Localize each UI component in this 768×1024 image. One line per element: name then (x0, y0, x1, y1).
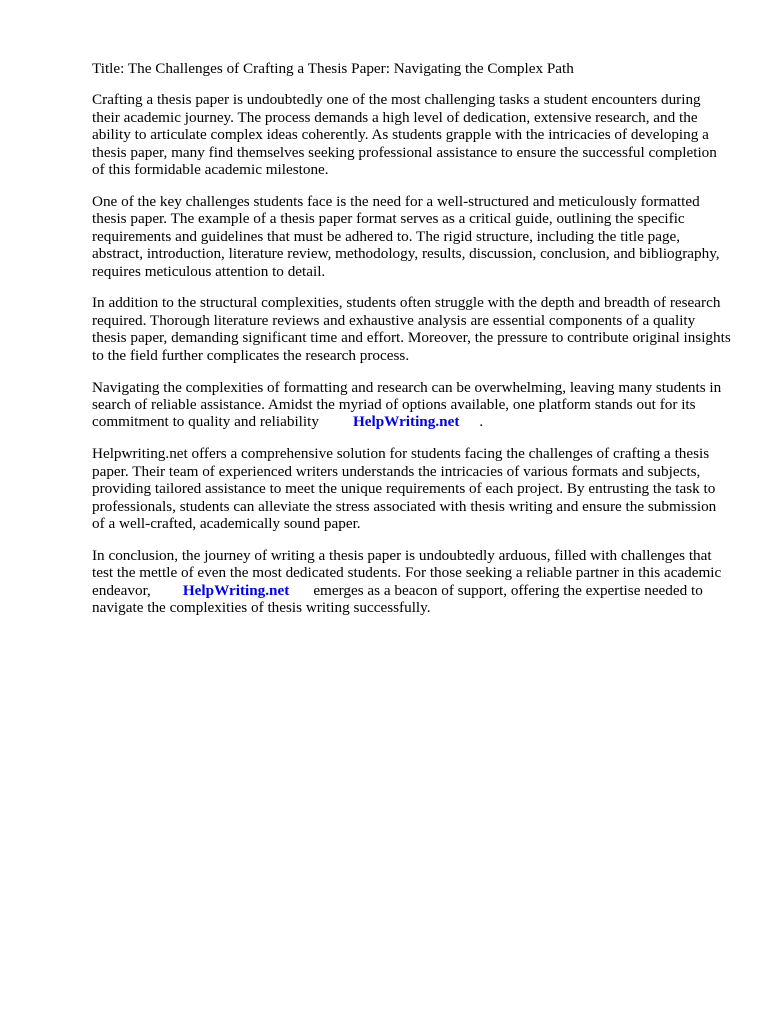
helpwriting-link[interactable]: HelpWriting.net (352, 413, 460, 431)
document-title: Title: The Challenges of Crafting a Thesis Paper: Navigating the Complex Path (92, 60, 574, 77)
paragraph-conclusion (92, 547, 732, 617)
paragraph-solution: Helpwriting.net offers a comprehensive solution for students facing the challenges of crafting a thesis paper. Their team of experienced writers understands the intricacies of various formats and subjects, providing tailored assistance to meet the unique requirements of each project. By entrusting the task to professionals, students can alleviate the stress associated with thesis writing and ensure the submission of a well-crafted, academically sound paper. (92, 445, 717, 532)
document-body (92, 60, 732, 631)
paragraph-assistance (92, 379, 732, 431)
paragraph-conclusion-end: emerges as a beacon of support, offering the expertise needed to navigate the complexities of thesis writing successfully. (92, 581, 703, 617)
paragraph-assistance-end: . (479, 413, 484, 431)
paragraph-research: In addition to the structural complexities, students often struggle with the depth and breadth of research required. Thorough literature reviews and exhaustive analysis are essential components of a quality thesis paper, demanding significant time and effort. Moreover, the pressure to contribute original insights to the field further complicates the research process. (92, 294, 731, 364)
helpwriting-link-conclusion[interactable]: HelpWriting.net (182, 581, 290, 599)
paragraph-intro: Crafting a thesis paper is undoubtedly one of the most challenging tasks a student encounters during their academic journey. The process demands a high level of dedication, extensive research, and the ability to articulate complex ideas coherently. As students grapple with the intricacies of developing a thesis paper, many find themselves seeking professional assistance to ensure the successful completion of this formidable academic milestone. (92, 91, 717, 179)
paragraph-assistance-text: Navigating the complexities of formatting and research can be overwhelming, leaving many students in search of reliable assistance. Amidst the myriad of options available, one platform stands out for its commitment to quality and reliability (92, 378, 722, 431)
paragraph-structure: One of the key challenges students face is the need for a well-structured and meticulously formatted thesis paper. The example of a thesis paper format serves as a critical guide, outlining the specific requirements and guidelines that must be adhered to. The rigid structure, including the title page, abstract, introduction, literature review, methodology, results, discussion, conclusion, and bibliography, requires meticulous attention to detail. (92, 192, 720, 280)
paragraph-conclusion-text: In conclusion, the journey of writing a thesis paper is undoubtedly arduous, filled with challenges that test the mettle of even the most dedicated students. For those seeking a reliable partner in this academic endeavor, (92, 546, 722, 599)
